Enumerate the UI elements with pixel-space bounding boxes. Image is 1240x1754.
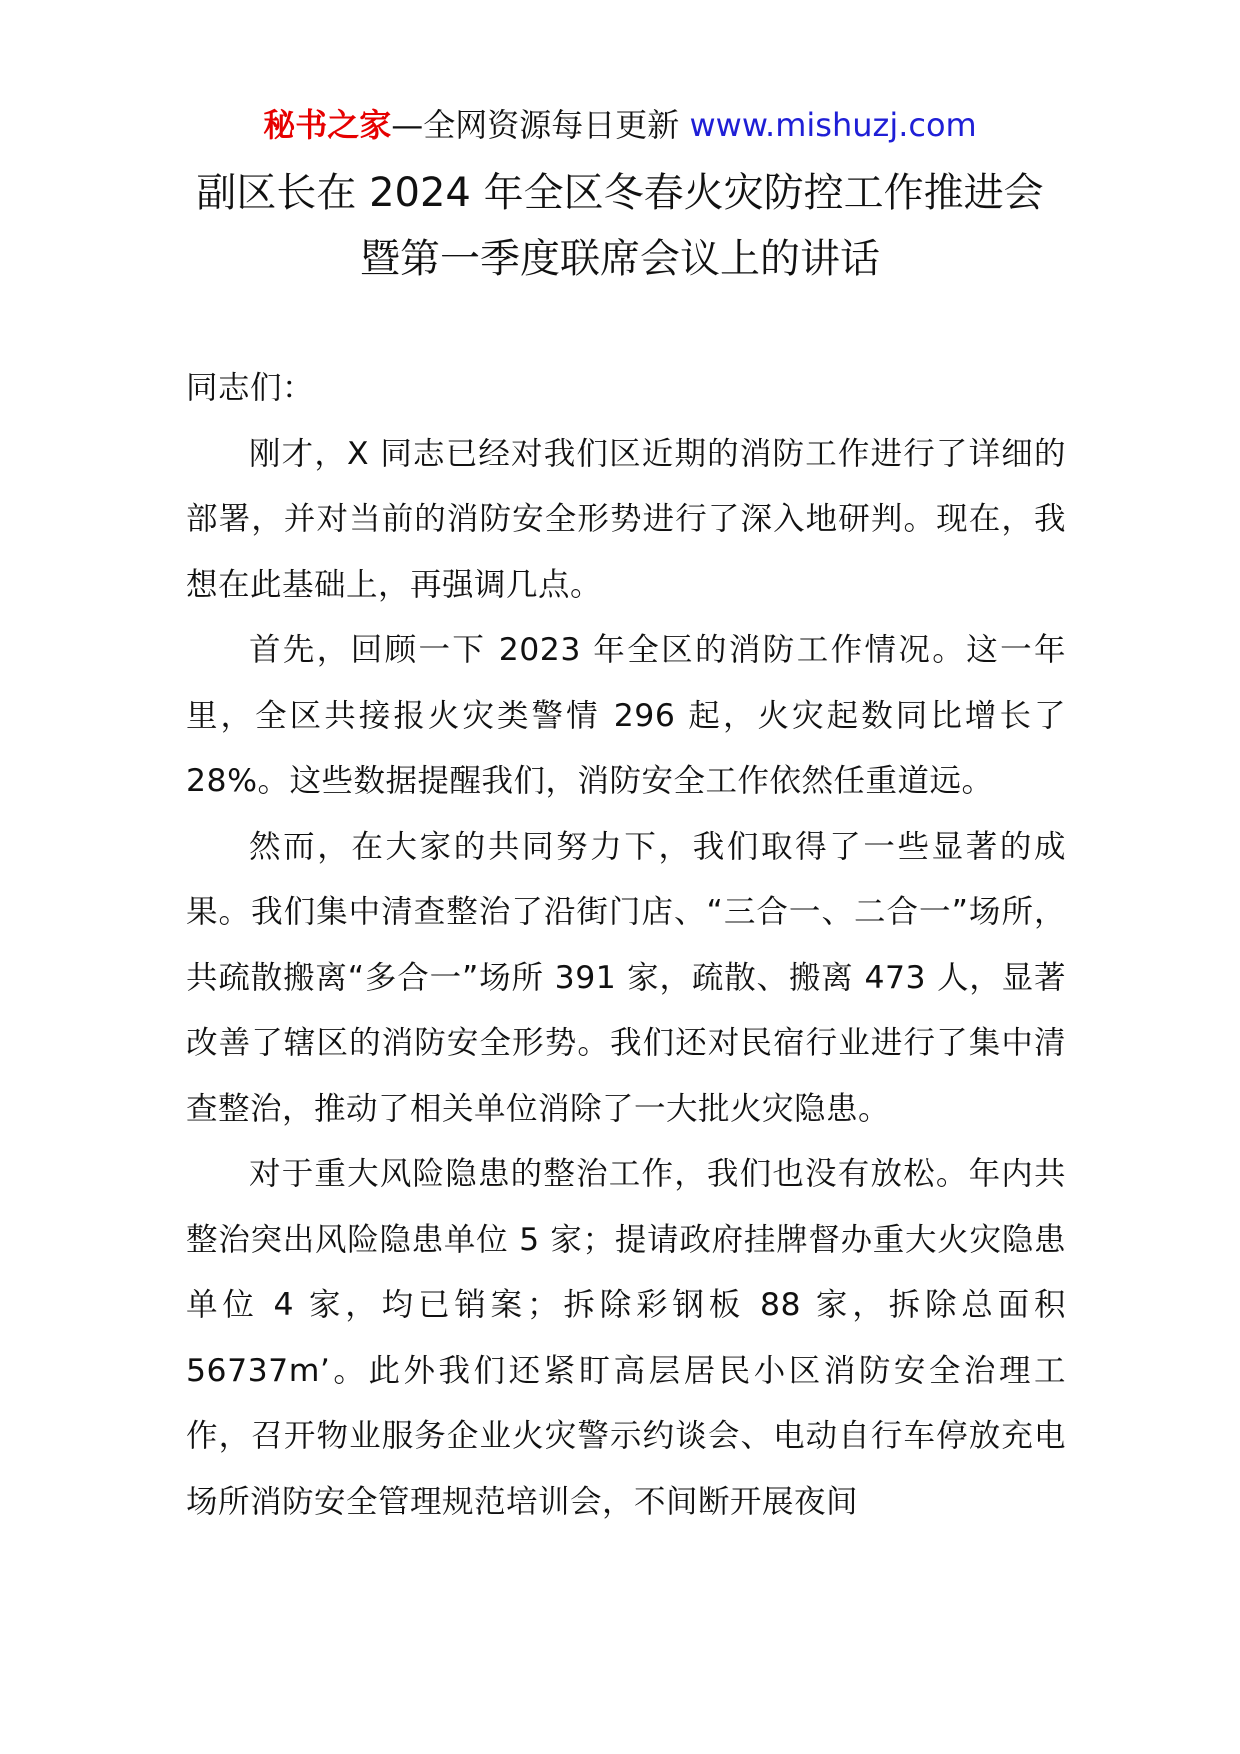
- paragraph: 然而，在大家的共同努力下，我们取得了一些显著的成果。我们集中清查整治了沿街门店、“三合一、二合一”场所，共疏散搬离“多合一”场所 391 家，疏散、搬离 473 人，显著改善了辖区的消防安全形势。我们还对民宿行业进行了集中清查整治，推动了相关单位消除了一大批火灾隐患。: [186, 828, 1066, 1127]
- site-header: [0, 100, 1240, 150]
- document-body: [186, 356, 1066, 1535]
- document-title: [150, 160, 1090, 292]
- title-line-2: 暨第一季度联席会议上的讲话: [360, 236, 880, 282]
- paragraph: 首先，回顾一下 2023 年全区的消防工作情况。这一年里，全区共接报火灾类警情 296 起，火灾起数同比增长了 28%。这些数据提醒我们，消防安全工作依然任重道远。: [186, 632, 1066, 799]
- brand-name: 秘书之家: [263, 106, 392, 144]
- paragraph: 对于重大风险隐患的整治工作，我们也没有放松。年内共整治突出风险隐患单位 5 家；提请政府挂牌督办重大火灾隐患单位 4 家，均已销案；拆除彩钢板 88 家，拆除总面积 56737m’。此外我们还紧盯高层居民小区消防安全治理工作，召开物业服务企业火灾警示约谈会、电动自行车停放充电场所消防安全管理规范培训会，不间断开展夜间: [186, 1156, 1066, 1520]
- title-line-1: 副区长在 2024 年全区冬春火灾防控工作推进会: [196, 170, 1044, 216]
- site-url-link[interactable]: www.mishuzj.com: [689, 106, 977, 144]
- salutation: 同志们：: [186, 370, 315, 406]
- paragraph: 刚才，X 同志已经对我们区近期的消防工作进行了详细的部署，并对当前的消防安全形势进行了深入地研判。现在，我想在此基础上，再强调几点。: [186, 435, 1066, 603]
- header-tagline: —全网资源每日更新: [391, 106, 680, 144]
